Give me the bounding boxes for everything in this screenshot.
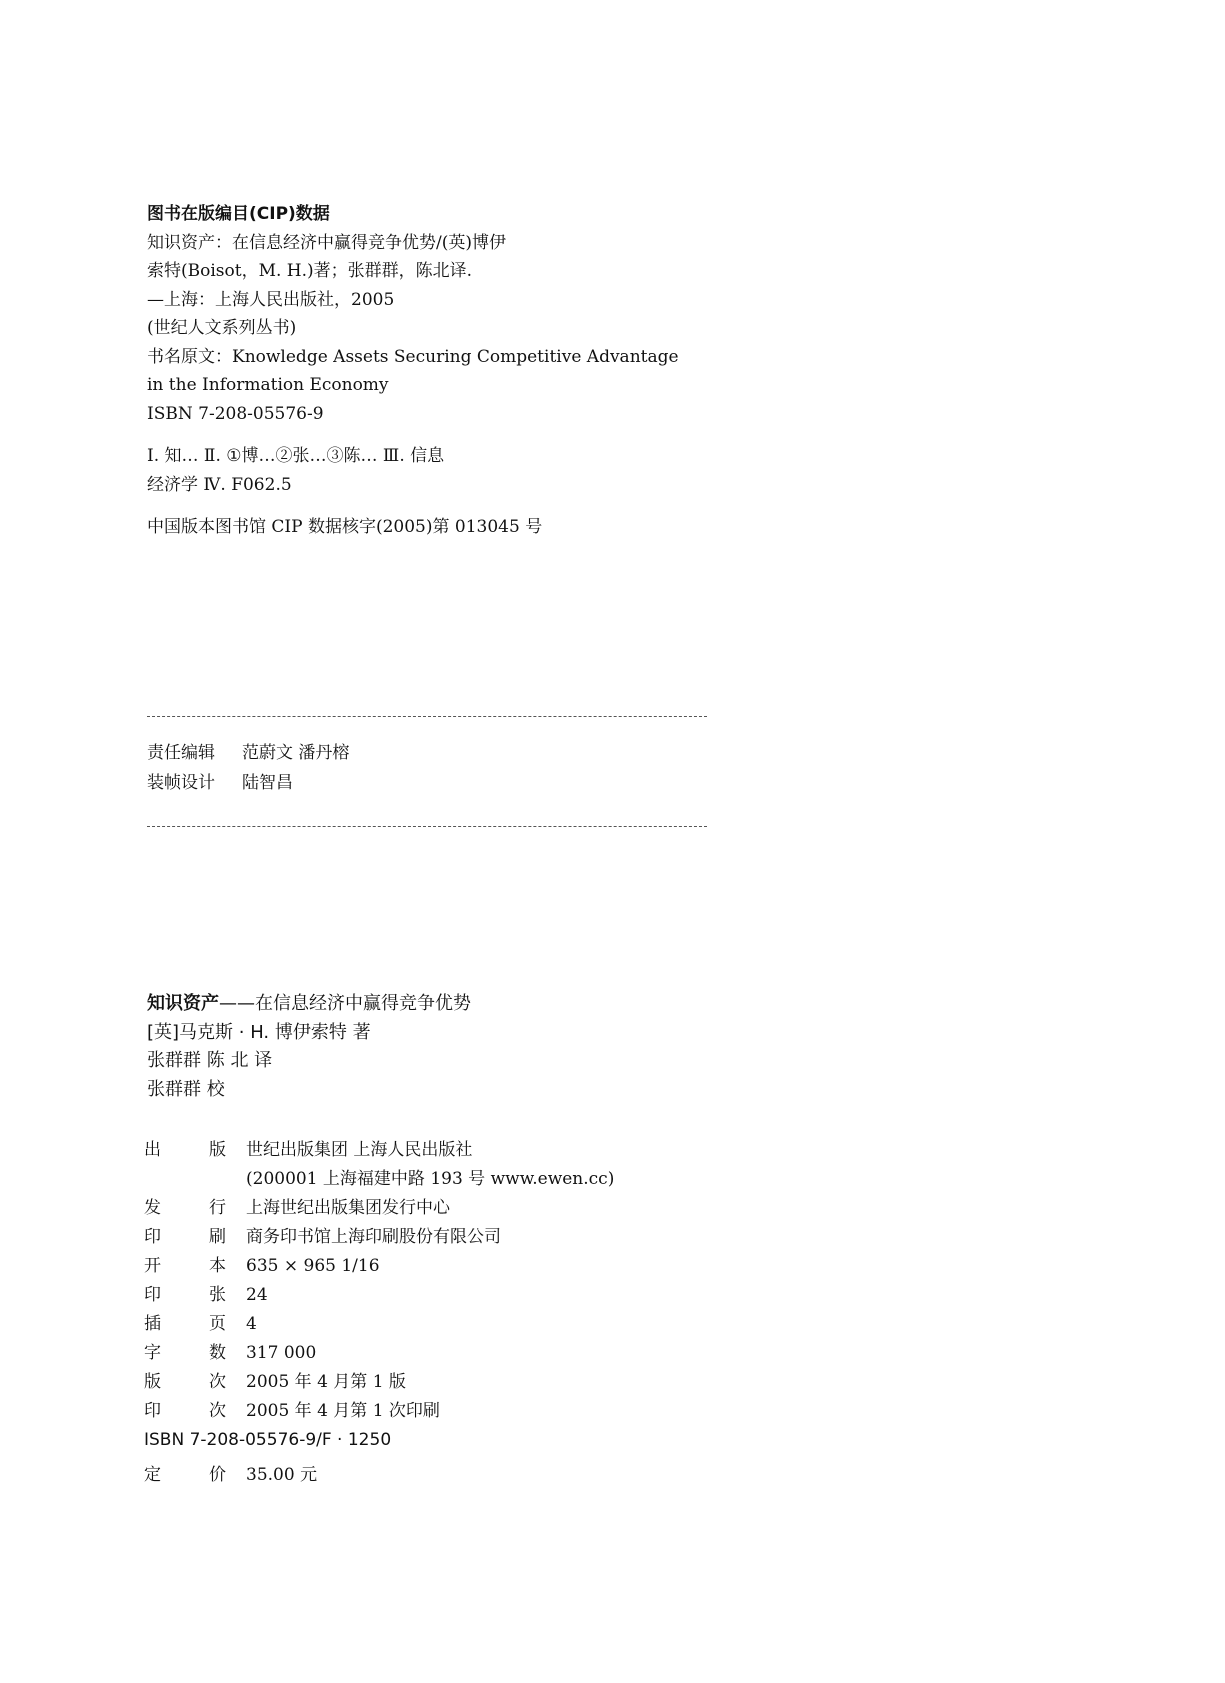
- cip-number: 中国版本图书馆 CIP 数据核字(2005)第 013045 号: [147, 517, 543, 537]
- label-char: 张: [209, 1285, 226, 1305]
- sheets-value: 24: [246, 1285, 268, 1305]
- plates-value: 4: [246, 1314, 257, 1334]
- editor-row: [147, 738, 349, 768]
- book-translators: 张群群 陈 北 译: [147, 1050, 273, 1071]
- label-char: 页: [209, 1314, 226, 1334]
- label-char: 版: [144, 1372, 161, 1392]
- cip-line: 知识资产：在信息经济中赢得竞争优势/(英)博伊: [147, 232, 506, 253]
- cip-line: 书名原文：Knowledge Assets Securing Competitive Advantage: [147, 346, 679, 367]
- design-value: 陆智昌: [242, 773, 293, 793]
- designer-row: [147, 768, 349, 798]
- label-char: 开: [144, 1256, 161, 1276]
- label-char: 版: [209, 1140, 226, 1160]
- cip-line: —上海：上海人民出版社，2005: [147, 289, 395, 310]
- label-char: 印: [144, 1285, 161, 1305]
- book-title-main: 知识资产: [147, 993, 219, 1014]
- cip-title: 图书在版编目(CIP)数据: [147, 204, 330, 224]
- book-title-sub: ——在信息经济中赢得竞争优势: [219, 993, 471, 1014]
- book-proofreader: 张群群 校: [147, 1078, 225, 1100]
- price-row: [144, 1461, 614, 1490]
- edition-row: [144, 1368, 614, 1397]
- cip-isbn: ISBN 7-208-05576-9: [147, 403, 324, 424]
- distributor-row: [144, 1194, 614, 1223]
- responsible-editor-value: 范蔚文 潘丹榕: [242, 743, 350, 763]
- design-label: 装帧设计: [147, 773, 215, 793]
- label-char: 次: [209, 1372, 226, 1392]
- cip-line: (世纪人文系列丛书): [147, 318, 297, 338]
- label-char: 刷: [209, 1227, 226, 1247]
- cip-classification: 经济学 Ⅳ. F062.5: [147, 474, 292, 495]
- distributor-value: 上海世纪出版集团发行中心: [246, 1198, 450, 1218]
- printing-value: 2005 年 4 月第 1 次印刷: [246, 1401, 440, 1421]
- cip-line: in the Information Economy: [147, 375, 389, 395]
- divider-top: [147, 716, 707, 717]
- label-char: 数: [209, 1343, 226, 1363]
- editors-block: [147, 738, 349, 798]
- publisher-row: [144, 1136, 614, 1165]
- label-char: 插: [144, 1314, 161, 1334]
- label-char: 字: [144, 1343, 161, 1363]
- cip-classification: Ⅰ. 知… Ⅱ. ①博…②张…③陈… Ⅲ. 信息: [147, 446, 445, 466]
- publisher-value: 世纪出版集团 上海人民出版社: [246, 1140, 473, 1160]
- price-value: 35.00 元: [246, 1465, 318, 1485]
- plates-row: [144, 1310, 614, 1339]
- divider-bottom: [147, 826, 707, 827]
- cip-line: 索特(Boisot，M. H.)著；张群群，陈北译.: [147, 261, 473, 281]
- words-value: 317 000: [246, 1343, 317, 1363]
- label-char: 印: [144, 1401, 161, 1421]
- label-char: 次: [209, 1401, 226, 1421]
- format-value: 635 × 965 1/16: [246, 1256, 380, 1276]
- label-char: 价: [209, 1465, 226, 1485]
- book-info: [147, 990, 471, 1104]
- label-char: 定: [144, 1465, 161, 1485]
- cip-block: [147, 200, 747, 542]
- sheets-row: [144, 1281, 614, 1310]
- format-row: [144, 1252, 614, 1281]
- words-row: [144, 1339, 614, 1368]
- printer-row: [144, 1223, 614, 1252]
- label-char: 行: [209, 1198, 226, 1218]
- book-title: [147, 990, 471, 1019]
- printer-value: 商务印书馆上海印刷股份有限公司: [246, 1227, 501, 1247]
- label-char: 本: [209, 1256, 226, 1276]
- isbn-row: ISBN 7-208-05576-9/F · 1250: [144, 1430, 392, 1450]
- label-char: 印: [144, 1227, 161, 1247]
- address-row: (200001 上海福建中路 193 号 www.ewen.cc): [246, 1169, 615, 1189]
- responsible-editor-label: 责任编辑: [147, 743, 215, 763]
- printing-row: [144, 1397, 614, 1426]
- book-author: [英]马克斯 · H. 博伊索特 著: [147, 1021, 371, 1043]
- edition-value: 2005 年 4 月第 1 版: [246, 1372, 406, 1392]
- label-char: 出: [144, 1140, 161, 1160]
- label-char: 发: [144, 1198, 161, 1218]
- publication-details: [144, 1136, 614, 1490]
